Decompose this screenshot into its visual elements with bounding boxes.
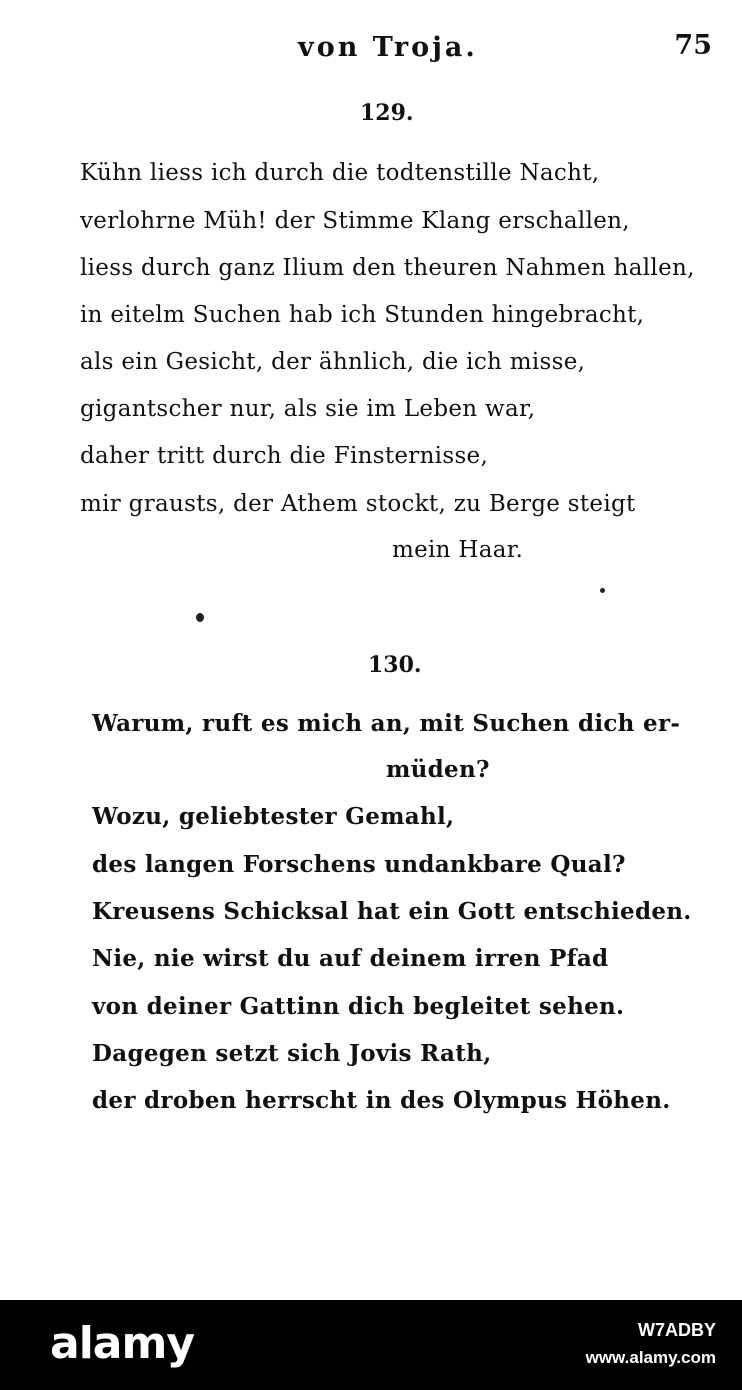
watermark-bar — [0, 1300, 742, 1390]
verse-line-continuation: mein Haar. — [392, 537, 524, 563]
page-number: 75 — [674, 30, 712, 61]
stanza-number: 130. — [368, 652, 422, 678]
watermark-url: www.alamy.com — [585, 1348, 716, 1367]
ink-speck — [600, 588, 605, 593]
verse-line: von deiner Gattinn dich begleitet sehen. — [92, 993, 625, 1020]
verse-line: Nie, nie wirst du auf deinem irren Pfad — [92, 945, 609, 972]
verse-line: verlohrne Müh! der Stimme Klang erschallen, — [80, 208, 630, 234]
page-header — [0, 28, 742, 78]
verse-line: Wozu, geliebtester Gemahl, — [92, 803, 455, 830]
alamy-logo: alamy — [50, 1318, 194, 1369]
verse-line: des langen Forschens undankbare Qual? — [92, 851, 626, 878]
verse-line: gigantscher nur, als sie im Leben war, — [80, 396, 536, 422]
verse-line: liess durch ganz Ilium den theuren Nahmen hallen, — [80, 255, 695, 281]
verse-line-continuation: müden? — [386, 756, 490, 783]
verse-line: Dagegen setzt sich Jovis Rath, — [92, 1040, 492, 1067]
ink-speck — [196, 613, 204, 622]
verse-line: mir grausts, der Athem stockt, zu Berge steigt — [80, 491, 636, 517]
verse-line: der droben herrscht in des Olympus Höhen. — [92, 1087, 671, 1114]
verse-line: Kühn liess ich durch die todtenstille Nacht, — [80, 160, 600, 186]
stanza-number: 129. — [360, 100, 414, 126]
verse-line: Warum, ruft es mich an, mit Suchen dich er- — [92, 710, 681, 737]
verse-line: Kreusens Schicksal hat ein Gott entschieden. — [92, 898, 692, 925]
verse-line: als ein Gesicht, der ähnlich, die ich misse, — [80, 349, 586, 375]
running-title: von Troja. — [298, 32, 478, 63]
verse-line: daher tritt durch die Finsternisse, — [80, 443, 489, 469]
verse-line: in eitelm Suchen hab ich Stunden hingebracht, — [80, 302, 645, 328]
image-id: W7ADBY — [637, 1320, 716, 1340]
